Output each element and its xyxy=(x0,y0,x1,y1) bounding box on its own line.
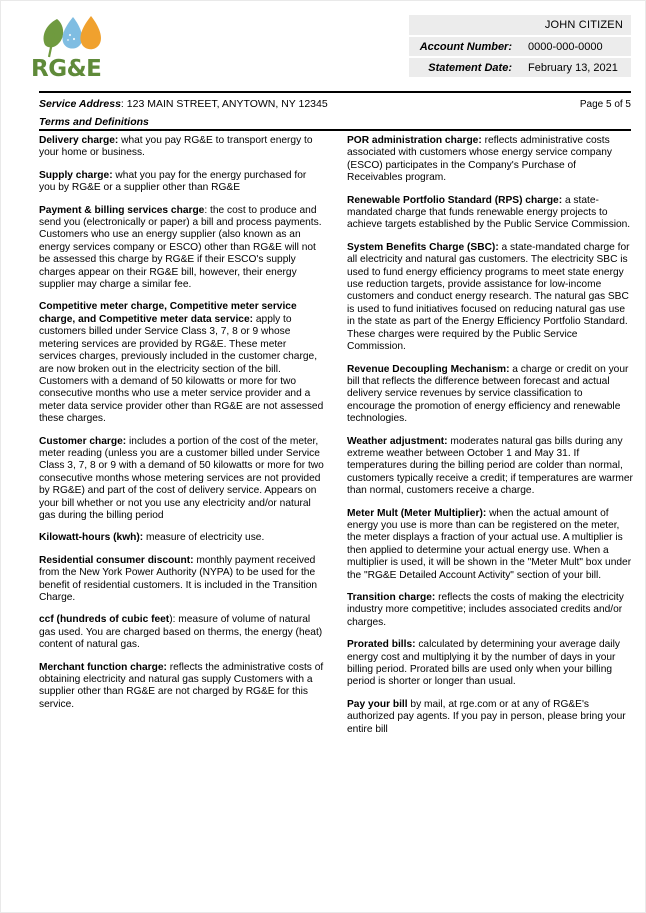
rge-logo-icon xyxy=(35,13,113,59)
definition-entry xyxy=(347,135,633,185)
definition-text: a state-mandated charge that funds renewable energy projects to achieve targets established by the Public Service Commission. xyxy=(347,194,631,231)
customer-name: JOHN CITIZEN xyxy=(409,15,631,36)
definition-term: Meter Mult (Meter Multiplier): xyxy=(347,507,487,519)
definition-entry xyxy=(39,205,325,292)
brand-block xyxy=(29,13,149,82)
definition-entry xyxy=(39,135,325,160)
definition-text: ): measure of volume of natural gas used. You are charged based on therms, the energy (heat) content of natural gas. xyxy=(39,614,323,651)
definition-text: when the actual amount of energy you use is more than can be registered on the meter, the meter displays a fraction of your actual use. A multiplier is then applied to determine your actual energy use. When a multiplier is used, it will be shown in the "Meter Mult" box under the "RG&E Detailed Account Activity" section of your bill. xyxy=(347,507,632,581)
definition-term: Prorated bills: xyxy=(347,639,416,651)
definition-term: POR administration charge: xyxy=(347,135,482,146)
definition-entry xyxy=(347,242,633,354)
definition-entry xyxy=(347,592,633,629)
definition-text: includes a portion of the cost of the meter, meter reading (unless you are a customer billed under Service Class 3, 7, 8 or 9 with a demand of 50 kilowatts or more for two consecutive months whose metering services are not provided by RG&E) and part of the cost of delivery service. Appears on your bill whether or not you use any electricity and/or natural gas during the billing period xyxy=(39,435,324,521)
statement-date-value: February 13, 2021 xyxy=(520,57,631,78)
definition-entry xyxy=(347,508,633,582)
definition-term: Kilowatt-hours (kwh): xyxy=(39,532,144,544)
definition-text: reflects the costs of making the electricity industry more competitive; includes associated credits and/or charges. xyxy=(347,592,624,628)
definition-term: Weather adjustment: xyxy=(347,435,448,447)
definition-entry xyxy=(39,614,325,651)
page-title: Terms and Definitions xyxy=(39,116,631,131)
service-address xyxy=(39,98,328,110)
service-address-bar xyxy=(39,91,631,113)
terms-columns xyxy=(39,135,631,736)
service-address-separator: : xyxy=(120,98,124,110)
brand-wordmark: RG&E xyxy=(31,56,102,82)
definition-term: ccf (hundreds of cubic feet xyxy=(39,614,170,626)
definition-text: moderates natural gas bills during any extreme weather between October 1 and May 31. If temperatures during the billing period are colder than normal, customers typically receive a credit; if temperatures are warmer than normal, customers receive a charge. xyxy=(347,435,633,497)
page-number: Page 5 of 5 xyxy=(579,99,631,110)
terms-left-column xyxy=(39,135,325,711)
account-number-value: 0000-000-0000 xyxy=(520,36,631,57)
page-header xyxy=(1,1,645,85)
definition-text: a state-mandated charge for all electricity and natural gas customers. The electricity SBC is used to fund energy efficiency programs to meet state energy use reduction targets, provide assistance for low-income customers and conduct energy research. The natural gas SBC is used to fund initiatives focused on reducing natural gas use in the state as part of the Energy Efficiency Portfolio Standard. These charges were required by the Public Service Commission. xyxy=(347,241,630,353)
service-address-label: Service Address xyxy=(39,98,121,110)
definition-text: : the cost to produce and send you (electronically or paper) a bill and process payments. Customers who use an energy supplier (also known as an energy services company or ESCO) other than RG&E will not be assessed this charge by RG&E if their ESCO's supply charges appear on their RG&E bill, however, their energy supplier may charge a similar fee. xyxy=(39,204,322,291)
definition-entry xyxy=(347,436,633,498)
definition-entry xyxy=(347,364,633,426)
definition-term: Competitive meter charge, Competitive meter service charge, and Competitive meter data service: xyxy=(39,301,297,325)
definition-entry xyxy=(39,532,325,544)
statement-date-label: Statement Date: xyxy=(409,57,520,78)
definition-term: Transition charge: xyxy=(347,592,436,603)
definition-term: Residential consumer discount: xyxy=(39,554,194,566)
definition-text: by mail, at rge.com or at any of RG&E's authorized pay agents. If you pay in person, please bring your entire bill xyxy=(347,698,626,735)
definition-text: reflects administrative costs associated with customers whose energy service company (ESCO) participates in the Company's Purchase of Receivables program. xyxy=(347,135,612,184)
table-row-account-number xyxy=(409,36,631,57)
account-number-label: Account Number: xyxy=(409,36,520,57)
definition-entry xyxy=(39,170,325,195)
definition-term: Renewable Portfolio Standard (RPS) charge: xyxy=(347,194,563,206)
terms-right-column xyxy=(347,135,633,736)
definition-term: Merchant function charge: xyxy=(39,661,167,673)
definition-text: a charge or credit on your bill that reflects the difference between forecast and actual delivery service revenues by service classification to encourage the promotion of energy efficiency and renewable technologies. xyxy=(347,363,629,425)
definition-entry xyxy=(39,436,325,523)
service-address-value: 123 MAIN STREET, ANYTOWN, NY 12345 xyxy=(126,98,328,110)
definition-term: Customer charge: xyxy=(39,435,127,447)
definition-entry xyxy=(347,699,633,736)
table-row-customer-name xyxy=(409,15,631,36)
definition-text: measure of electricity use. xyxy=(143,532,265,544)
definition-entry xyxy=(39,662,325,712)
account-summary-table xyxy=(409,15,631,79)
definition-entry xyxy=(39,301,325,425)
definition-term: Pay your bill xyxy=(347,698,408,710)
definition-text: calculated by determining your average daily energy cost and multiplying it by the number of days in your billing period. Prorated bills are used only when your billing period is shorter or longer than usual. xyxy=(347,639,620,688)
definition-entry xyxy=(39,555,325,605)
definition-term: Supply charge: xyxy=(39,169,113,181)
definition-term: Payment & billing services charge xyxy=(39,204,205,216)
definition-text: apply to customers billed under Service Class 3, 7, 8 or 9 whose metering services are provided by RG&E. These meter services charges, previously included in the customer charge, are now broken out in the electricity section of the bill. Customers with a demand of 50 kilowatts or more for two consecutive months who use a meter service provider and a meter data service provider other than RG&E are not assessed these charges. xyxy=(39,313,324,425)
definition-text: reflects the administrative costs of obtaining electricity and natural gas supply Customers with a supplier other than RG&E are not charged by RG&E for this service. xyxy=(39,661,324,710)
definition-term: System Benefits Charge (SBC): xyxy=(347,241,499,253)
definition-text: what you pay RG&E to transport energy to your home or business. xyxy=(39,135,313,159)
definition-entry xyxy=(347,195,633,232)
table-row-statement-date xyxy=(409,57,631,78)
definition-term: Revenue Decoupling Mechanism: xyxy=(347,363,510,375)
definition-entry xyxy=(347,639,633,689)
definition-text: monthly payment received from the New York Power Authority (NYPA) to be used for the benefit of residential customers. It is included in the Transition Charge. xyxy=(39,554,318,603)
definition-term: Delivery charge: xyxy=(39,135,119,146)
definition-text: what you pay for the energy purchased for you by RG&E or a supplier other than RG&E xyxy=(39,169,307,194)
